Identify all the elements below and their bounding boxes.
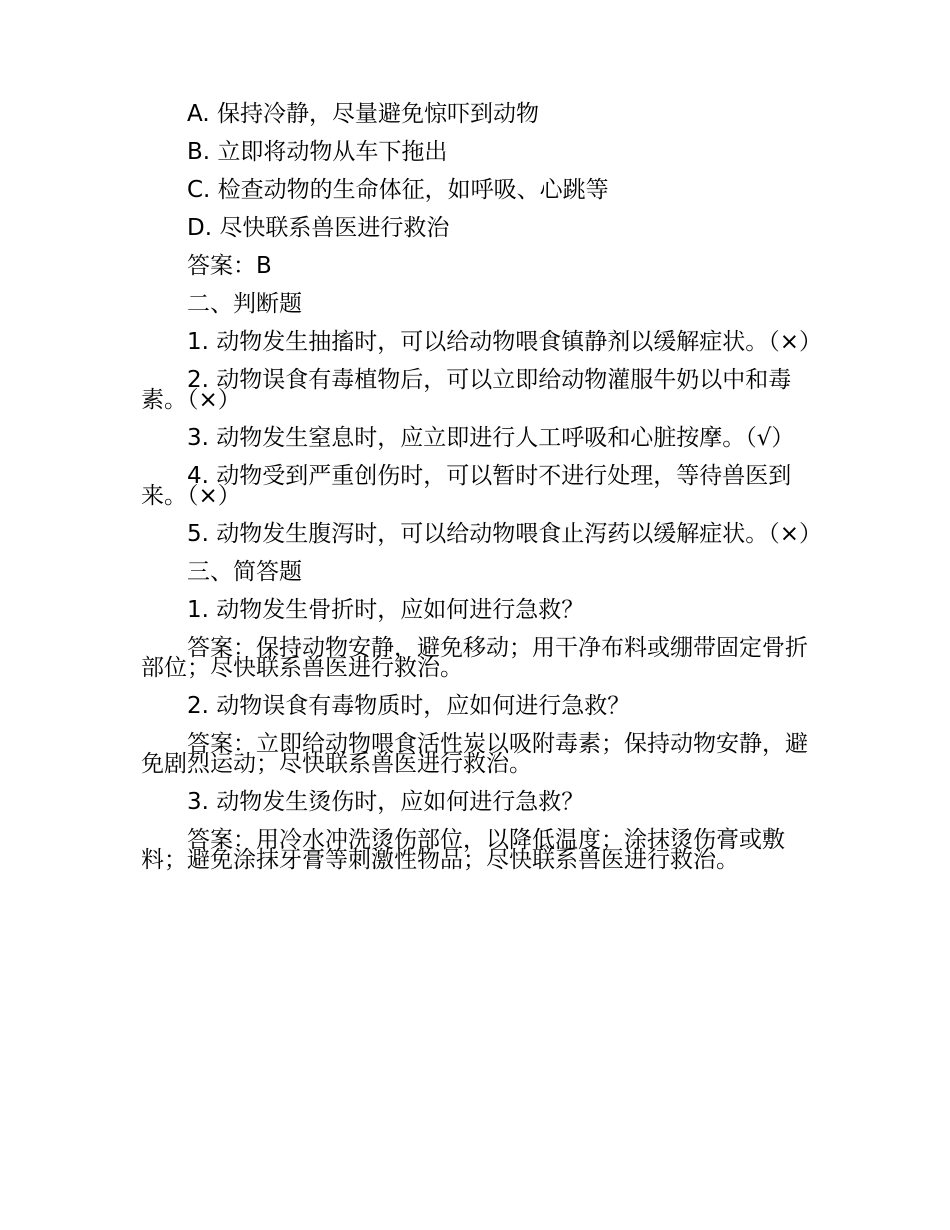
true-false-item-1: 1. 动物发生抽搐时，可以给动物喂食镇静剂以缓解症状。（×） xyxy=(187,329,823,355)
short-answer-question-3: 3. 动物发生烫伤时，应如何进行急救？ xyxy=(187,789,585,815)
short-answer-question-2: 2. 动物误食有毒物质时，应如何进行急救？ xyxy=(187,693,631,719)
section-title-short-answer: 三、简答题 xyxy=(187,559,302,585)
document-content xyxy=(141,101,823,888)
choice-option-b: B. 立即将动物从车下拖出 xyxy=(187,139,448,165)
short-answer-answer-1: 答案：保持动物安静，避免移动；用干净布料或绷带固定骨折部位；尽快联系兽医进行救治。 xyxy=(141,635,808,681)
true-false-item-3: 3. 动物发生窒息时，应立即进行人工呼吸和心脏按摩。（√） xyxy=(187,425,795,451)
choice-answer: 答案：B xyxy=(187,253,272,279)
true-false-item-4: 4. 动物受到严重创伤时，可以暂时不进行处理，等待兽医到来。（×） xyxy=(141,463,792,509)
true-false-item-5: 5. 动物发生腹泻时，可以给动物喂食止泻药以缓解症状。（×） xyxy=(187,521,823,547)
short-answer-answer-2: 答案：立即给动物喂食活性炭以吸附毒素；保持动物安静，避免剧烈运动；尽快联系兽医进行救治。 xyxy=(141,731,808,777)
choice-option-c: C. 检查动物的生命体征，如呼吸、心跳等 xyxy=(187,177,609,203)
section-title-true-false: 二、判断题 xyxy=(187,291,302,317)
short-answer-answer-3: 答案：用冷水冲洗烫伤部位，以降低温度；涂抹烫伤膏或敷料；避免涂抹牙膏等刺激性物品；尽快联系兽医进行救治。 xyxy=(141,827,785,873)
choice-option-d: D. 尽快联系兽医进行救治 xyxy=(187,215,450,241)
short-answer-question-1: 1. 动物发生骨折时，应如何进行急救？ xyxy=(187,597,585,623)
true-false-item-2: 2. 动物误食有毒植物后，可以立即给动物灌服牛奶以中和毒素。（×） xyxy=(141,367,792,413)
choice-option-a: A. 保持冷静，尽量避免惊吓到动物 xyxy=(187,101,539,127)
